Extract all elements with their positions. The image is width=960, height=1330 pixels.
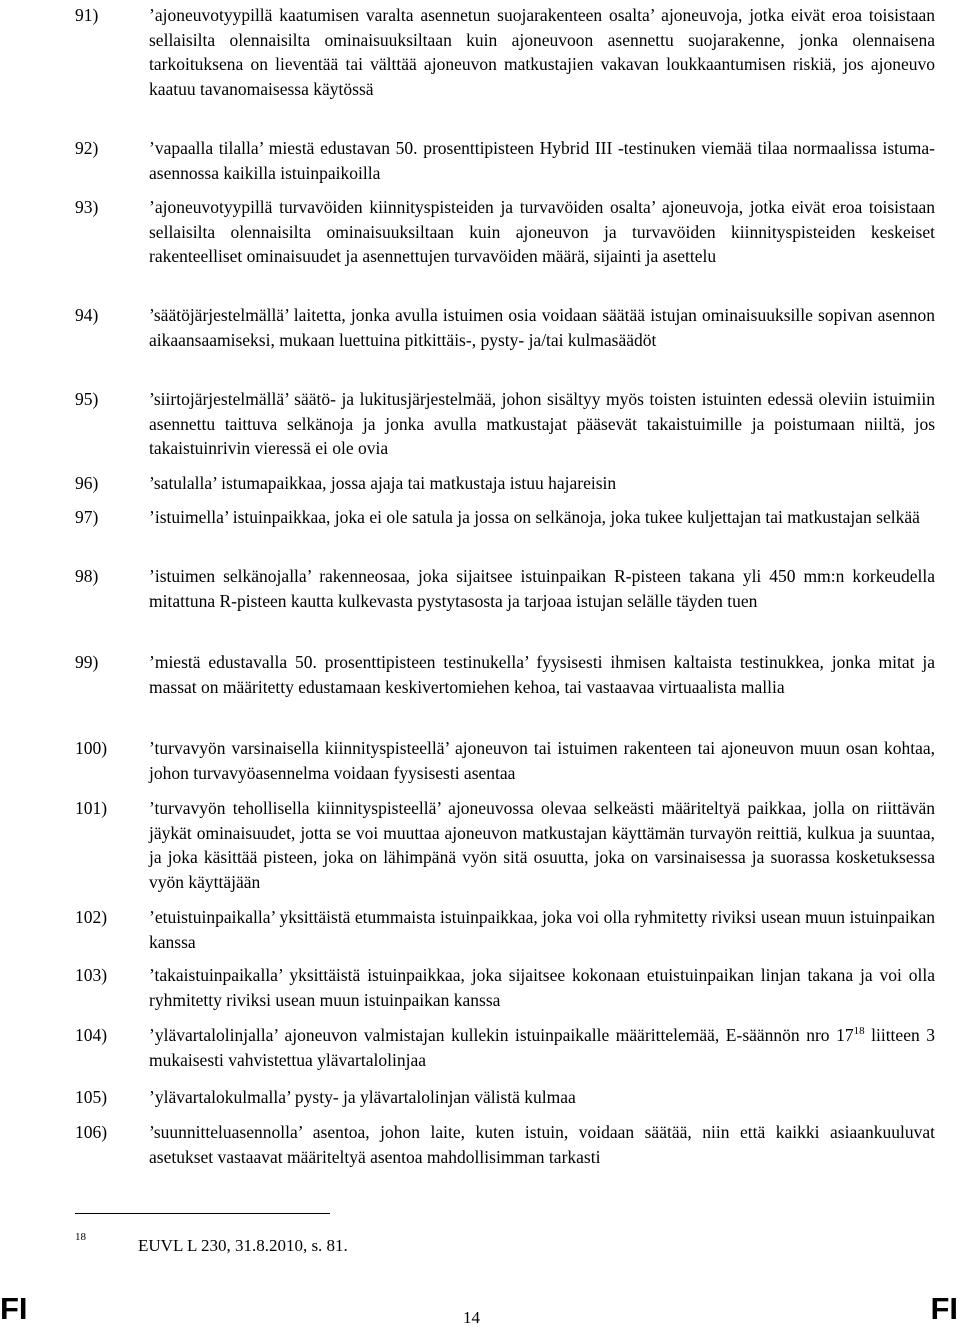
item-text: ’ylävartalokulmalla’ pysty- ja ylävartalolinjan välistä kulmaa xyxy=(149,1087,576,1107)
item-text-part: ’ylävartalolinjalla’ ajoneuvon valmistajan kullekin istuinpaikalle määrittelemää, E-säännön nro 17 xyxy=(149,1025,854,1045)
item-text: ’istuimella’ istuinpaikkaa, joka ei ole satula ja jossa on selkänoja, joka tukee kuljettajan tai matkustajan selkää xyxy=(149,507,920,527)
item-text: ’suunnitteluasennolla’ asentoa, johon laite, kuten istuin, voidaan säätää, niin että kaikki asiaankuuluvat asetukset vastaavat määriteltyä asentoa mahdollisimman tarkasti xyxy=(149,1122,935,1167)
item-number: 91) xyxy=(75,5,99,25)
page-number: 14 xyxy=(463,1308,480,1327)
item-text: ’ajoneuvotyypillä turvavöiden kiinnityspisteiden ja turvavöiden osalta’ ajoneuvoja, jotka eivät eroa toisistaan sellaisilta olennaisilta ominaisuuksiltaan kuin ajoneuvon ja turvavöiden kiinnityspisteiden keskeiset rakenteelliset ominaisuudet ja asennettujen turvavöiden määrä, sijainti ja asettelu xyxy=(149,197,935,266)
item-number: 105) xyxy=(75,1087,108,1107)
item-number: 106) xyxy=(75,1122,108,1142)
item-text: ’säätöjärjestelmällä’ laitetta, jonka avulla istuimen osia voidaan säätää istujan ominaisuuksille sopivan asennon aikaansaamiseksi, mukaan luettuina pitkittäis-, pysty- ja/tai kulmasäädöt xyxy=(149,305,935,350)
item-number: 94) xyxy=(75,305,99,325)
item-text-part: liitteen 3 mukaisesti vahvistettua ylävartalolinjaa xyxy=(149,1025,935,1070)
item-number: 103) xyxy=(75,965,108,985)
item-text: ’siirtojärjestelmällä’ säätö- ja lukitusjärjestelmää, johon sisältyy myös toisten istuinten edessä oleviin istuimiin asennettu taittuva selkänoja ja jonka avulla matkustajat pääsevät takaistuimille ja poistumaan niiltä, jos takaistuinrivin vieressä ei ole ovia xyxy=(149,389,935,458)
item-number: 104) xyxy=(75,1025,108,1045)
item-number: 98) xyxy=(75,566,99,586)
item-text: ’satulalla’ istumapaikkaa, jossa ajaja tai matkustaja istuu hajareisin xyxy=(149,473,617,493)
item-text: ’turvavyön tehollisella kiinnityspisteellä’ ajoneuvossa olevaa selkeästi määriteltyä paikkaa, jolla on riittävän jäykät ominaisuudet, jotta se voi muuttaa ajoneuvon matkustajan käyttämän turvayön reittiä, kulkua ja suuntaa, ja joka käsittää pisteen, joka on lähimpänä vyön sitä osuutta, joka on varsinaisessa ja suorassa kosketuksessa vyön käyttäjään xyxy=(149,798,935,892)
item-number: 96) xyxy=(75,473,99,493)
footer-language-left: FI xyxy=(0,1291,28,1326)
item-number: 99) xyxy=(75,652,99,672)
item-number: 102) xyxy=(75,907,108,927)
footnote-reference[interactable]: 18 xyxy=(853,1025,865,1038)
item-text: ’takaistuinpaikalla’ yksittäistä istuinpaikkaa, joka sijaitsee kokonaan etuistuinpaikan linjan takana ja voi olla ryhmitetty riviksi usean muun istuinpaikan kanssa xyxy=(149,965,935,1010)
item-text: ’etuistuinpaikalla’ yksittäistä etummaista istuinpaikkaa, joka voi olla ryhmitetty riviksi usean muun istuinpaikan kanssa xyxy=(149,907,935,952)
footer-language-right: FI xyxy=(930,1291,958,1326)
footnote-number: 18 xyxy=(75,1231,86,1243)
item-number: 97) xyxy=(75,507,99,527)
item-text: ’turvavyön varsinaisella kiinnityspisteellä’ ajoneuvon tai istuimen rakenteen tai ajoneuvon muun osan kohtaa, johon turvavyöasennelma voidaan fyysisesti asentaa xyxy=(149,738,935,783)
item-number: 95) xyxy=(75,389,99,409)
footnote-text: EUVL L 230, 31.8.2010, s. 81. xyxy=(138,1236,348,1255)
item-number: 100) xyxy=(75,738,108,758)
item-text: ’istuimen selkänojalla’ rakenneosaa, joka sijaitsee istuinpaikan R-pisteen takana yli 450 mm:n korkeudella mitattuna R-pisteen kautta kulkevasta pystytasosta ja tarjoaa istujan selälle täyden tuen xyxy=(149,566,935,611)
item-text: ’miestä edustavalla 50. prosenttipisteen testinukella’ fyysisesti ihmisen kaltaista testinukkea, jonka mitat ja massat on määritetty edustamaan keskivertomiehen kehoa, tai vastaavaa virtuaalista mallia xyxy=(149,652,935,697)
item-text: ’ajoneuvotyypillä kaatumisen varalta asennetun suojarakenteen osalta’ ajoneuvoja, jotka eivät eroa toisistaan sellaisilta olennaisilta ominaisuuksiltaan kuin ajoneuvoon asennettu suojarakenne, jonka olennaisena tarkoituksena on lieventää tai välttää ajoneuvon matkustajien vakavan loukkaantumisen riskiä, jos ajoneuvo kaatuu tavanomaisessa käytössä xyxy=(149,5,935,99)
item-text xyxy=(149,1023,935,1072)
item-number: 101) xyxy=(75,798,108,818)
item-text: ’vapaalla tilalla’ miestä edustavan 50. prosenttipisteen Hybrid III -testinuken viemää tilaa normaalissa istuma-asennossa kaikilla istuinpaikoilla xyxy=(149,138,935,183)
item-number: 92) xyxy=(75,138,99,158)
footnote-divider xyxy=(75,1213,330,1214)
item-number: 93) xyxy=(75,197,99,217)
